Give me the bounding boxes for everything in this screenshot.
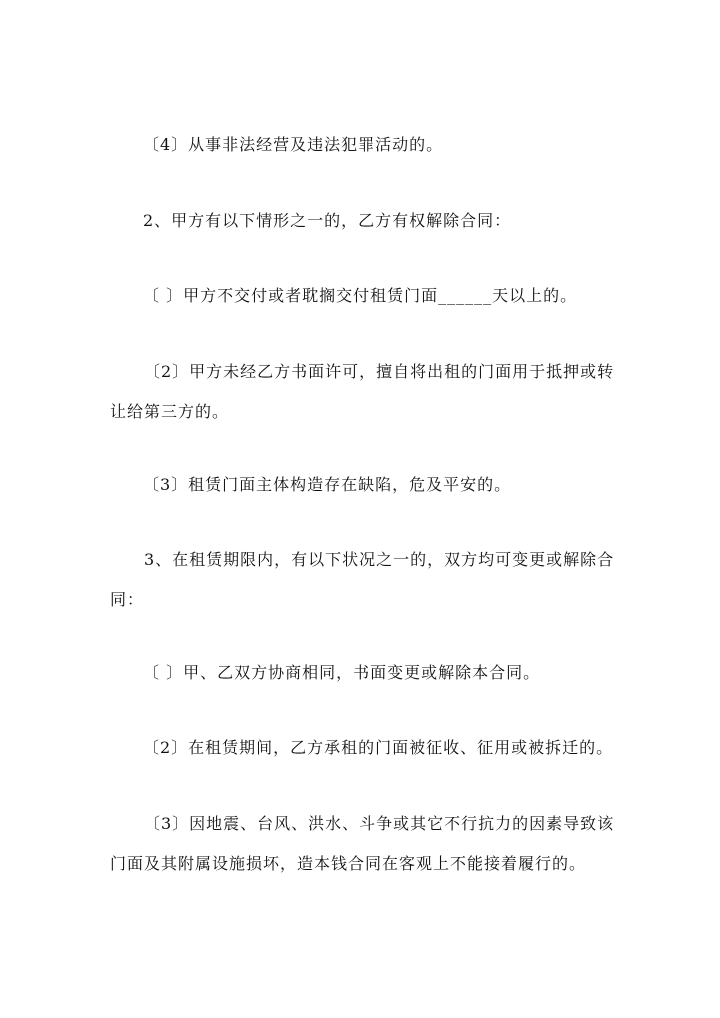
section-3-heading: 3、在租赁期限内，有以下状况之一的，双方均可变更或解除合同： [110,550,615,609]
paragraph-item-4-illegal-activities: 〔4〕从事非法经营及违法犯罪活动的。 [143,135,444,154]
paragraph-item-landlord-delay: 〔 〕甲方不交付或者耽搁交付租赁门面______天以上的。 [143,286,578,305]
section-2-heading: 2、甲方有以下情形之一的，乙方有权解除合同： [143,211,512,230]
paragraph-item-3-structural-defect: 〔3〕租赁门面主体构造存在缺陷，危及平安的。 [143,475,512,494]
paragraph-item-2-mortgage-transfer: 〔2〕甲方未经乙方书面许可，擅自将出租的门面用于抵押或转让给第三方的。 [110,362,615,421]
paragraph-item-2-expropriation: 〔2〕在租赁期间，乙方承租的门面被征收、征用或被拆迁的。 [143,738,614,757]
paragraph-item-mutual-agreement: 〔 〕甲、乙双方协商相同，书面变更或解除本合同。 [143,663,541,682]
paragraph-item-3-force-majeure: 〔3〕因地震、台风、洪水、斗争或其它不行抗力的因素导致该门面及其附属设施损坏，造本钱合同在客观上不能接着履行的。 [110,814,615,873]
